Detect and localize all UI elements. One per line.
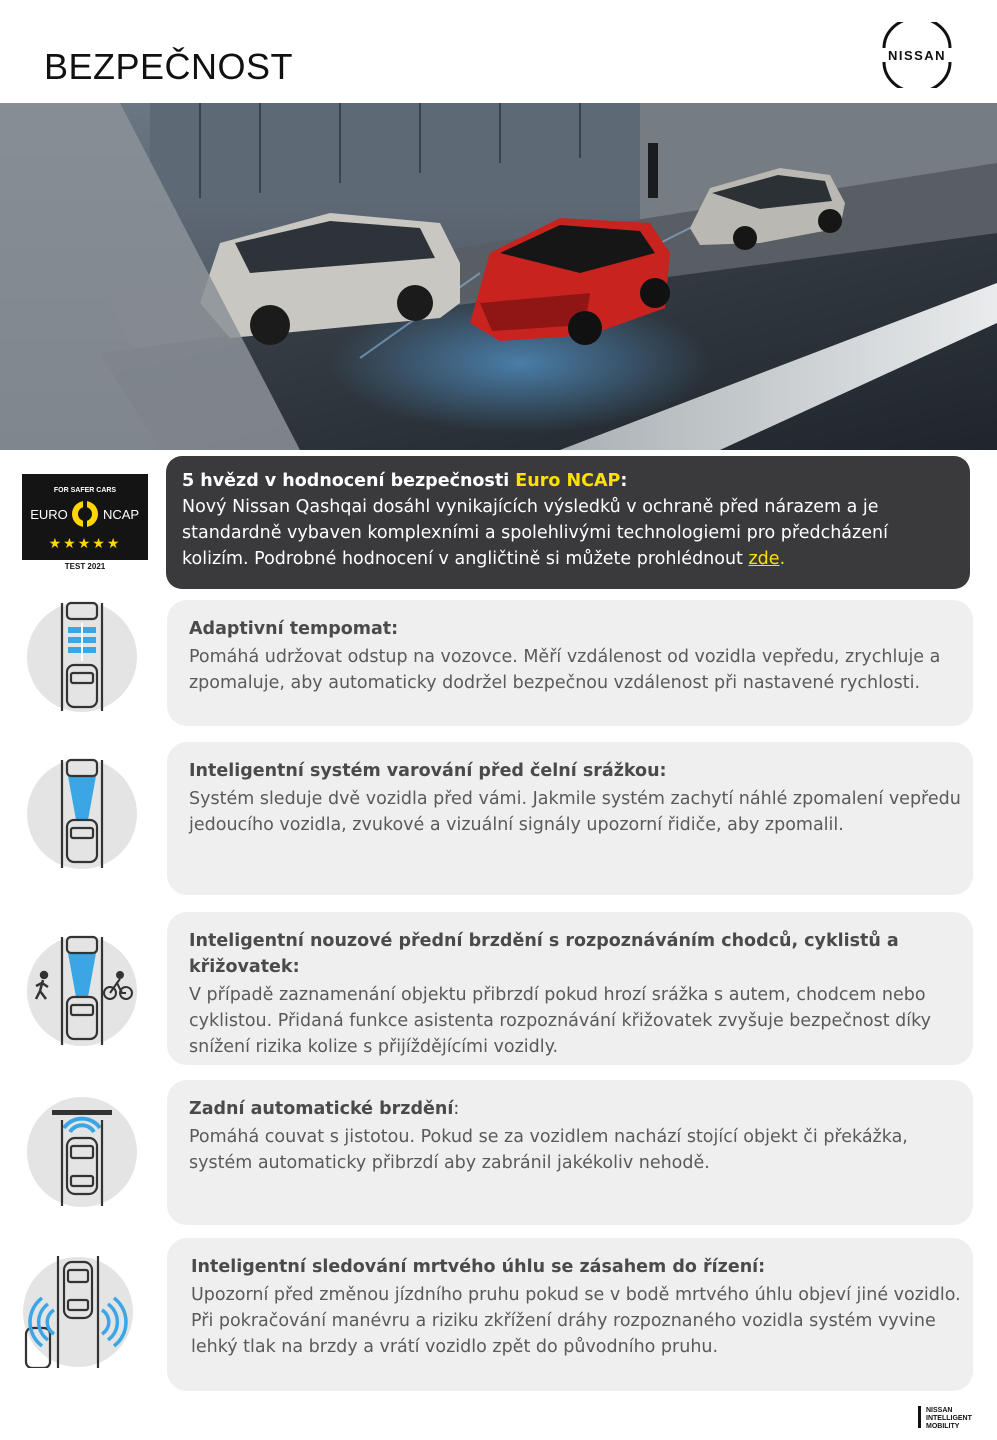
feature-title-text: Inteligentní nouzové přední brzdění s rozpoznáváním chodců, cyklistů a křižovatek: xyxy=(189,931,899,977)
svg-text:★★★★★: ★★★★★ xyxy=(48,536,122,552)
feature-title-text: Zadní automatické brzdění xyxy=(189,1099,454,1119)
svg-text:TEST 2021: TEST 2021 xyxy=(64,562,106,571)
feature-text: Upozorní před změnou jízdního pruhu pokud se v bodě mrtvého úhlu objeví jiné vozidlo. Při pokračování manévru a riziku zkřížení dráhy rozpoznaného vozidla systém vyvine lehký tlak na brzdy a vrátí vozidlo zpět do původního pruhu. xyxy=(191,1285,961,1357)
feature-title-text: Inteligentní systém varování před čelní srážkou: xyxy=(189,761,667,781)
feature-title xyxy=(189,1096,963,1122)
svg-text:NCAP: NCAP xyxy=(102,507,140,522)
svg-text:NISSAN: NISSAN xyxy=(887,48,947,63)
feature-text: Systém sleduje dvě vozidla před vámi. Jakmile systém zachytí náhlé zpomalení vepředu jedoucího vozidla, zvukové a vizuální signály upozorní řidiče, aby zpomalil. xyxy=(189,789,961,835)
feature-title xyxy=(189,616,963,642)
ncap-heading-accent: Euro NCAP xyxy=(515,471,621,491)
blind-spot-icon xyxy=(22,1256,134,1368)
euro-ncap-text xyxy=(182,494,954,572)
ncap-body-end: . xyxy=(779,549,786,569)
feature-text: Pomáhá couvat s jistotou. Pokud se za vozidlem nachází stojící objekt či překážka, systém automaticky přibrzdí aby zabránil jakékoliv nehodě. xyxy=(189,1127,908,1173)
feature-text: Pomáhá udržovat odstup na vozovce. Měří vzdálenost od vozidla vepředu, zrychluje a zpomaluje, aby automaticky dodržel bezpečnou vzdálenost při nastavené rychlosti. xyxy=(189,647,941,693)
feature-title-suffix: : xyxy=(453,1099,460,1119)
euro-ncap-card xyxy=(166,456,970,589)
feature-title-text: Adaptivní tempomat: xyxy=(189,619,399,639)
nissan-logo[interactable] xyxy=(872,22,962,88)
feature-title-text: Inteligentní sledování mrtvého úhlu se zásahem do řízení: xyxy=(191,1257,766,1277)
euro-ncap-badge xyxy=(22,474,148,572)
svg-text:FOR SAFER CARS: FOR SAFER CARS xyxy=(53,487,117,494)
rear-braking-icon xyxy=(26,1096,138,1208)
ncap-heading-suffix: : xyxy=(620,471,628,491)
euro-ncap-heading xyxy=(182,468,954,494)
page-title: BEZPEČNOST xyxy=(44,46,294,87)
ncap-heading-prefix: 5 hvězd v hodnocení bezpečnosti xyxy=(182,471,516,491)
nissan-intelligent-mobility-logo xyxy=(918,1402,988,1432)
svg-text:MOBILITY: MOBILITY xyxy=(926,1423,960,1430)
ncap-body: Nový Nissan Qashqai dosáhl vynikajících výsledků v ochraně před nárazem a je standardně vybaven komplexními a spolehlivými technologiemi pro předcházení kolizím. Podrobné hodnocení v angličtině si můžete prohlédnout xyxy=(182,497,888,569)
feature-card-adaptive-cruise xyxy=(167,600,973,726)
feature-card-rear-braking xyxy=(167,1080,973,1225)
feature-card-forward-collision-warning xyxy=(167,742,973,895)
svg-text:NISSAN: NISSAN xyxy=(926,1407,953,1414)
emergency-braking-icon xyxy=(26,935,138,1047)
feature-title xyxy=(191,1254,963,1280)
feature-title xyxy=(189,758,963,784)
forward-collision-warning-icon xyxy=(26,758,138,870)
adaptive-cruise-icon xyxy=(26,601,138,713)
feature-card-blind-spot xyxy=(167,1238,973,1391)
ncap-detail-link[interactable]: zde xyxy=(748,549,780,569)
feature-card-emergency-braking xyxy=(167,912,973,1065)
feature-title xyxy=(189,928,963,980)
hero-image xyxy=(0,103,997,450)
svg-text:EURO: EURO xyxy=(30,507,68,522)
feature-text: V případě zaznamenání objektu přibrzdí pokud hrozí srážka s autem, chodcem nebo cyklistou. Přidaná funkce asistenta rozpoznávání křižovatek zvyšuje bezpečnost díky snížení rizika kolize s přijíždějícími vozidly. xyxy=(189,985,932,1057)
svg-text:INTELLIGENT: INTELLIGENT xyxy=(926,1415,972,1422)
